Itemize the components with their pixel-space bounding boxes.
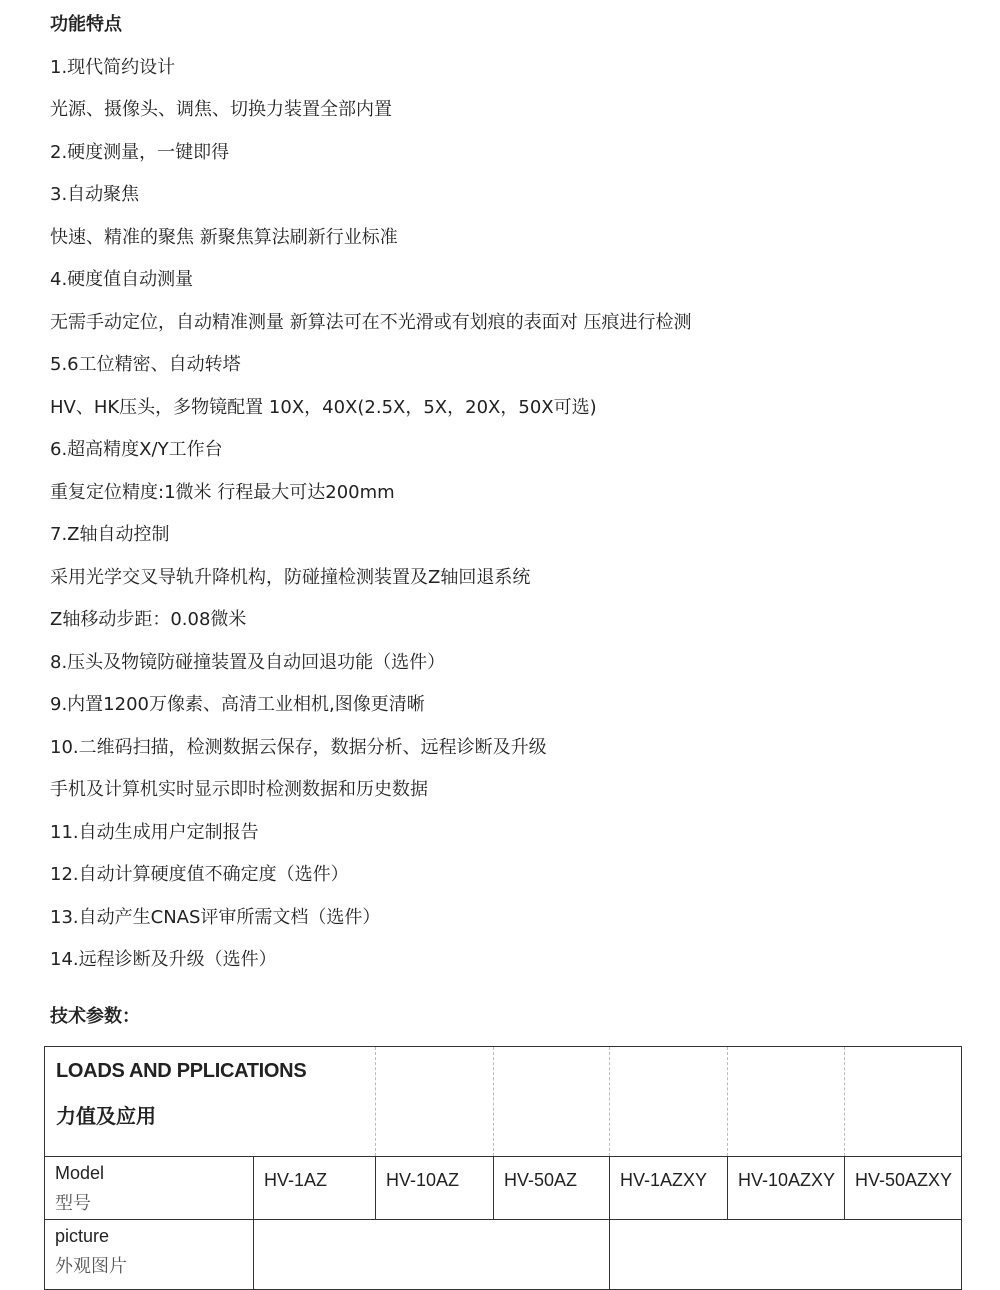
model-cell — [610, 1157, 728, 1220]
table-header-row — [45, 1047, 962, 1157]
loads-header-cell — [45, 1047, 376, 1157]
features-title: 功能特点 — [50, 14, 122, 35]
model-label-zh: 型号 — [55, 1193, 91, 1213]
feature-line: 3.自动聚焦 — [50, 184, 140, 205]
model-cell — [728, 1157, 845, 1220]
model-cell — [494, 1157, 610, 1220]
header-empty-cell — [728, 1047, 845, 1157]
feature-line: 13.自动产生CNAS评审所需文档（选件） — [50, 906, 381, 928]
model-value: HV-50AZ — [504, 1170, 578, 1190]
spec-table — [44, 1046, 962, 1290]
header-empty-cell — [376, 1047, 494, 1157]
header-empty-cell — [494, 1047, 610, 1157]
features-section — [50, 10, 970, 988]
model-value: HV-10AZ — [386, 1170, 460, 1190]
model-cell — [845, 1157, 962, 1220]
picture-label-cell — [45, 1220, 254, 1290]
header-empty-cell — [845, 1047, 962, 1157]
loads-header-zh: 力值及应用 — [56, 1106, 156, 1128]
model-value: HV-1AZ — [264, 1170, 328, 1190]
feature-line: 光源、摄像头、调焦、切换力装置全部内置 — [50, 99, 392, 120]
feature-line: 14.远程诊断及升级（选件） — [50, 949, 277, 970]
feature-line: 12.自动计算硬度值不确定度（选件） — [50, 864, 349, 885]
header-empty-cell — [610, 1047, 728, 1157]
feature-line: 采用光学交叉导轨升降机构，防碰撞检测装置及Z轴回退系统 — [50, 566, 531, 588]
feature-line: HV、HK压头，多物镜配置 10X，40X(2.5X，5X，20X，50X可选) — [50, 396, 597, 418]
feature-line: 11.自动生成用户定制报告 — [50, 821, 259, 843]
picture-cell — [610, 1220, 962, 1290]
picture-label-en: picture — [55, 1226, 110, 1246]
feature-line: 1.现代简约设计 — [50, 56, 176, 78]
model-cell — [254, 1157, 376, 1220]
feature-line: 4.硬度值自动测量 — [50, 269, 194, 290]
feature-line: 2.硬度测量，一键即得 — [50, 141, 230, 163]
feature-list — [50, 53, 970, 988]
feature-line: 9.内置1200万像素、高清工业相机,图像更清晰 — [50, 694, 425, 715]
feature-line: 5.6工位精密、自动转塔 — [50, 354, 241, 375]
loads-header-en: LOADS AND PPLICATIONS — [56, 1060, 307, 1082]
model-value: HV-50AZXY — [855, 1170, 953, 1190]
model-value: HV-10AZXY — [738, 1170, 836, 1190]
picture-row — [45, 1220, 962, 1290]
feature-line: 8.压头及物镜防碰撞装置及自动回退功能（选件） — [50, 651, 446, 673]
tech-params-title: 技术参数： — [50, 1006, 140, 1027]
feature-line: 手机及计算机实时显示即时检测数据和历史数据 — [50, 779, 428, 800]
feature-line: 无需手动定位，自动精准测量 新算法可在不光滑或有划痕的表面对 压痕进行检测 — [50, 311, 692, 333]
model-value: HV-1AZXY — [620, 1170, 708, 1190]
feature-line: 重复定位精度:1微米 行程最大可达200mm — [50, 481, 395, 503]
feature-line: Z轴移动步距：0.08微米 — [50, 609, 247, 630]
feature-line: 6.超高精度X/Y工作台 — [50, 439, 223, 460]
feature-line: 10.二维码扫描，检测数据云保存，数据分析、远程诊断及升级 — [50, 736, 547, 758]
model-label-en: Model — [55, 1163, 105, 1183]
feature-line: 快速、精准的聚焦 新聚焦算法刷新行业标准 — [50, 226, 398, 248]
feature-line: 7.Z轴自动控制 — [50, 524, 170, 545]
model-row — [45, 1157, 962, 1220]
picture-label-zh: 外观图片 — [55, 1256, 127, 1276]
picture-cell — [254, 1220, 610, 1290]
model-cell — [376, 1157, 494, 1220]
model-label-cell — [45, 1157, 254, 1220]
